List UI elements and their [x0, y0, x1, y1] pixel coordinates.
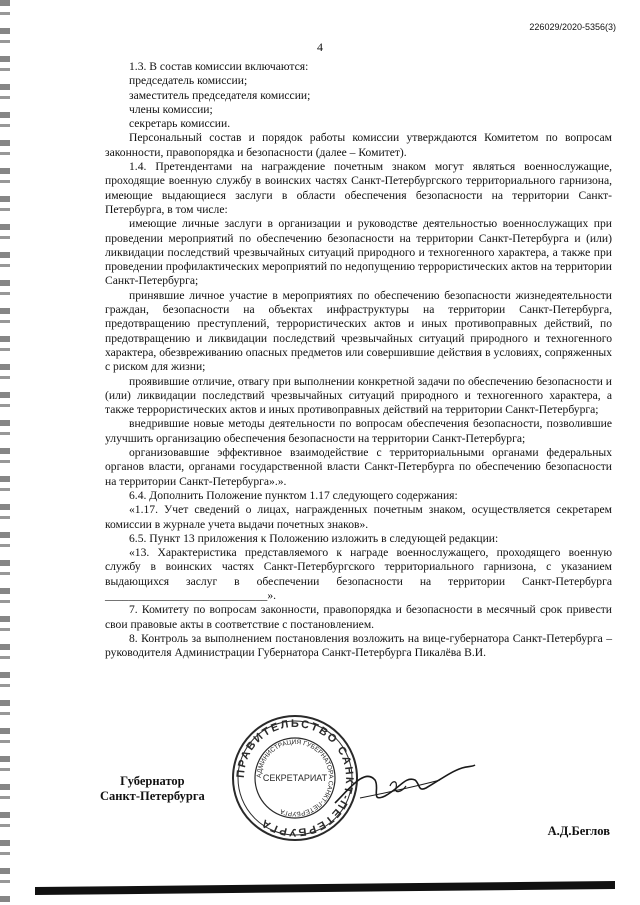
- paragraph: члены комиссии;: [129, 102, 213, 116]
- handwritten-signature: [330, 758, 480, 818]
- seal-inner-text: АДМИНИСТРАЦИЯ ГУБЕРНАТОРА САНКТ-ПЕТЕРБУРГА: [255, 738, 335, 818]
- paragraph: 7. Комитету по вопросам законности, правопорядка и безопасности в месячный срок привести свои правовые акты в соответствие с постановлением.: [105, 603, 612, 631]
- signatory-title: [100, 774, 205, 804]
- paragraph: имеющие личные заслуги в организации и руководстве деятельностью военнослужащих при проведении мероприятий по обеспечению безопасности на территории Санкт-Петербурга и (или) ликвидации последствий чрезвычайных ситуаций природного и техногенного характера, а также при проведении профилактических мероприятий по недопущению террористических актов на территории Санкт-Петербурга;: [105, 217, 612, 288]
- paragraph: 1.4. Претендентами на награждение почетным знаком могут являться военнослужащие, проходящие военную службу в воинских частях Санкт-Петербургского территориального гарнизона, имеющие выдающиеся заслуги в области обеспечения безопасности на территории Санкт-Петербурга, в том числе:: [105, 160, 612, 216]
- scan-bottom-edge: [35, 881, 615, 895]
- signatory-title-line2: Санкт-Петербурга: [100, 789, 205, 803]
- paragraph: заместитель председателя комиссии;: [129, 88, 311, 102]
- paragraph: «13. Характеристика представляемого к награде военнослужащего, проходящего военную службу в воинских частях Санкт-Петербургского территориального гарнизона, с указанием выдающихся заслуг в обеспечении безопасности на территории Санкт-Петербурга ____________________________».: [105, 546, 612, 602]
- paragraph: внедрившие новые методы деятельности по вопросам обеспечения безопасности, позволившие улучшить организацию обеспечения безопасности на территории Санкт-Петербурга;: [105, 417, 612, 445]
- document-number: 226029/2020-5356(3): [529, 22, 616, 32]
- paragraph: 6.5. Пункт 13 приложения к Положению изложить в следующей редакции:: [129, 531, 499, 545]
- paragraph: 6.4. Дополнить Положение пунктом 1.17 следующего содержания:: [129, 488, 458, 502]
- signatory-name: А.Д.Беглов: [547, 824, 610, 838]
- paragraph: секретарь комиссии.: [129, 117, 231, 131]
- paragraph: принявшие личное участие в мероприятиях по обеспечению безопасности жизнедеятельности граждан, безопасности на объектах инфраструктуры на территории Санкт-Петербурга, предотвращению преступлений, террористических актов и иных противоправных действий, по предотвращению и ликвидации последствий чрезвычайных ситуаций природного и техногенного характера, обезвреживанию опасных предметов или совершившие действия в условиях, сопряженных с риском для жизни;: [105, 288, 612, 374]
- paragraph: проявившие отличие, отвагу при выполнении конкретной задачи по обеспечению безопасности и (или) ликвидации последствий чрезвычайных ситуаций природного и техногенного характера, а также террористических актов и иных противоправных действий на территории Санкт-Петербурга;: [105, 374, 612, 417]
- seal-outer-text: ПРАВИТЕЛЬСТВО САНКТ-ПЕТЕРБУРГА: [234, 717, 356, 839]
- paragraph: 1.3. В состав комиссии включаются:: [129, 60, 309, 73]
- paragraph: «1.17. Учет сведений о лицах, награжденных почетным знаком, осуществляется секретарем комиссии в журнале учета выдачи почетных знаков».: [105, 503, 612, 531]
- signature-block: [0, 717, 640, 878]
- document-body: [105, 60, 612, 660]
- signatory-title-line1: Губернатор: [120, 774, 185, 788]
- page-number: 4: [317, 40, 323, 54]
- seal-center-text: СЕКРЕТАРИАТ: [262, 773, 328, 783]
- paragraph: председатель комиссии;: [129, 74, 248, 88]
- paragraph: Персональный состав и порядок работы комиссии утверждаются Комитетом по вопросам законности, правопорядка и безопасности (далее – Комитет).: [105, 131, 612, 159]
- paragraph: организовавшие эффективное взаимодействие с территориальными органами федеральных органов власти, органами государственной власти Санкт-Петербурга по обеспечению безопасности на территории Санкт-Петербурга».».: [105, 446, 612, 488]
- paragraph: 8. Контроль за выполнением постановления возложить на вице-губернатора Санкт-Петербурга – руководителя Администрации Губернатора Санкт-Петербурга Пикалёва В.И.: [105, 631, 612, 660]
